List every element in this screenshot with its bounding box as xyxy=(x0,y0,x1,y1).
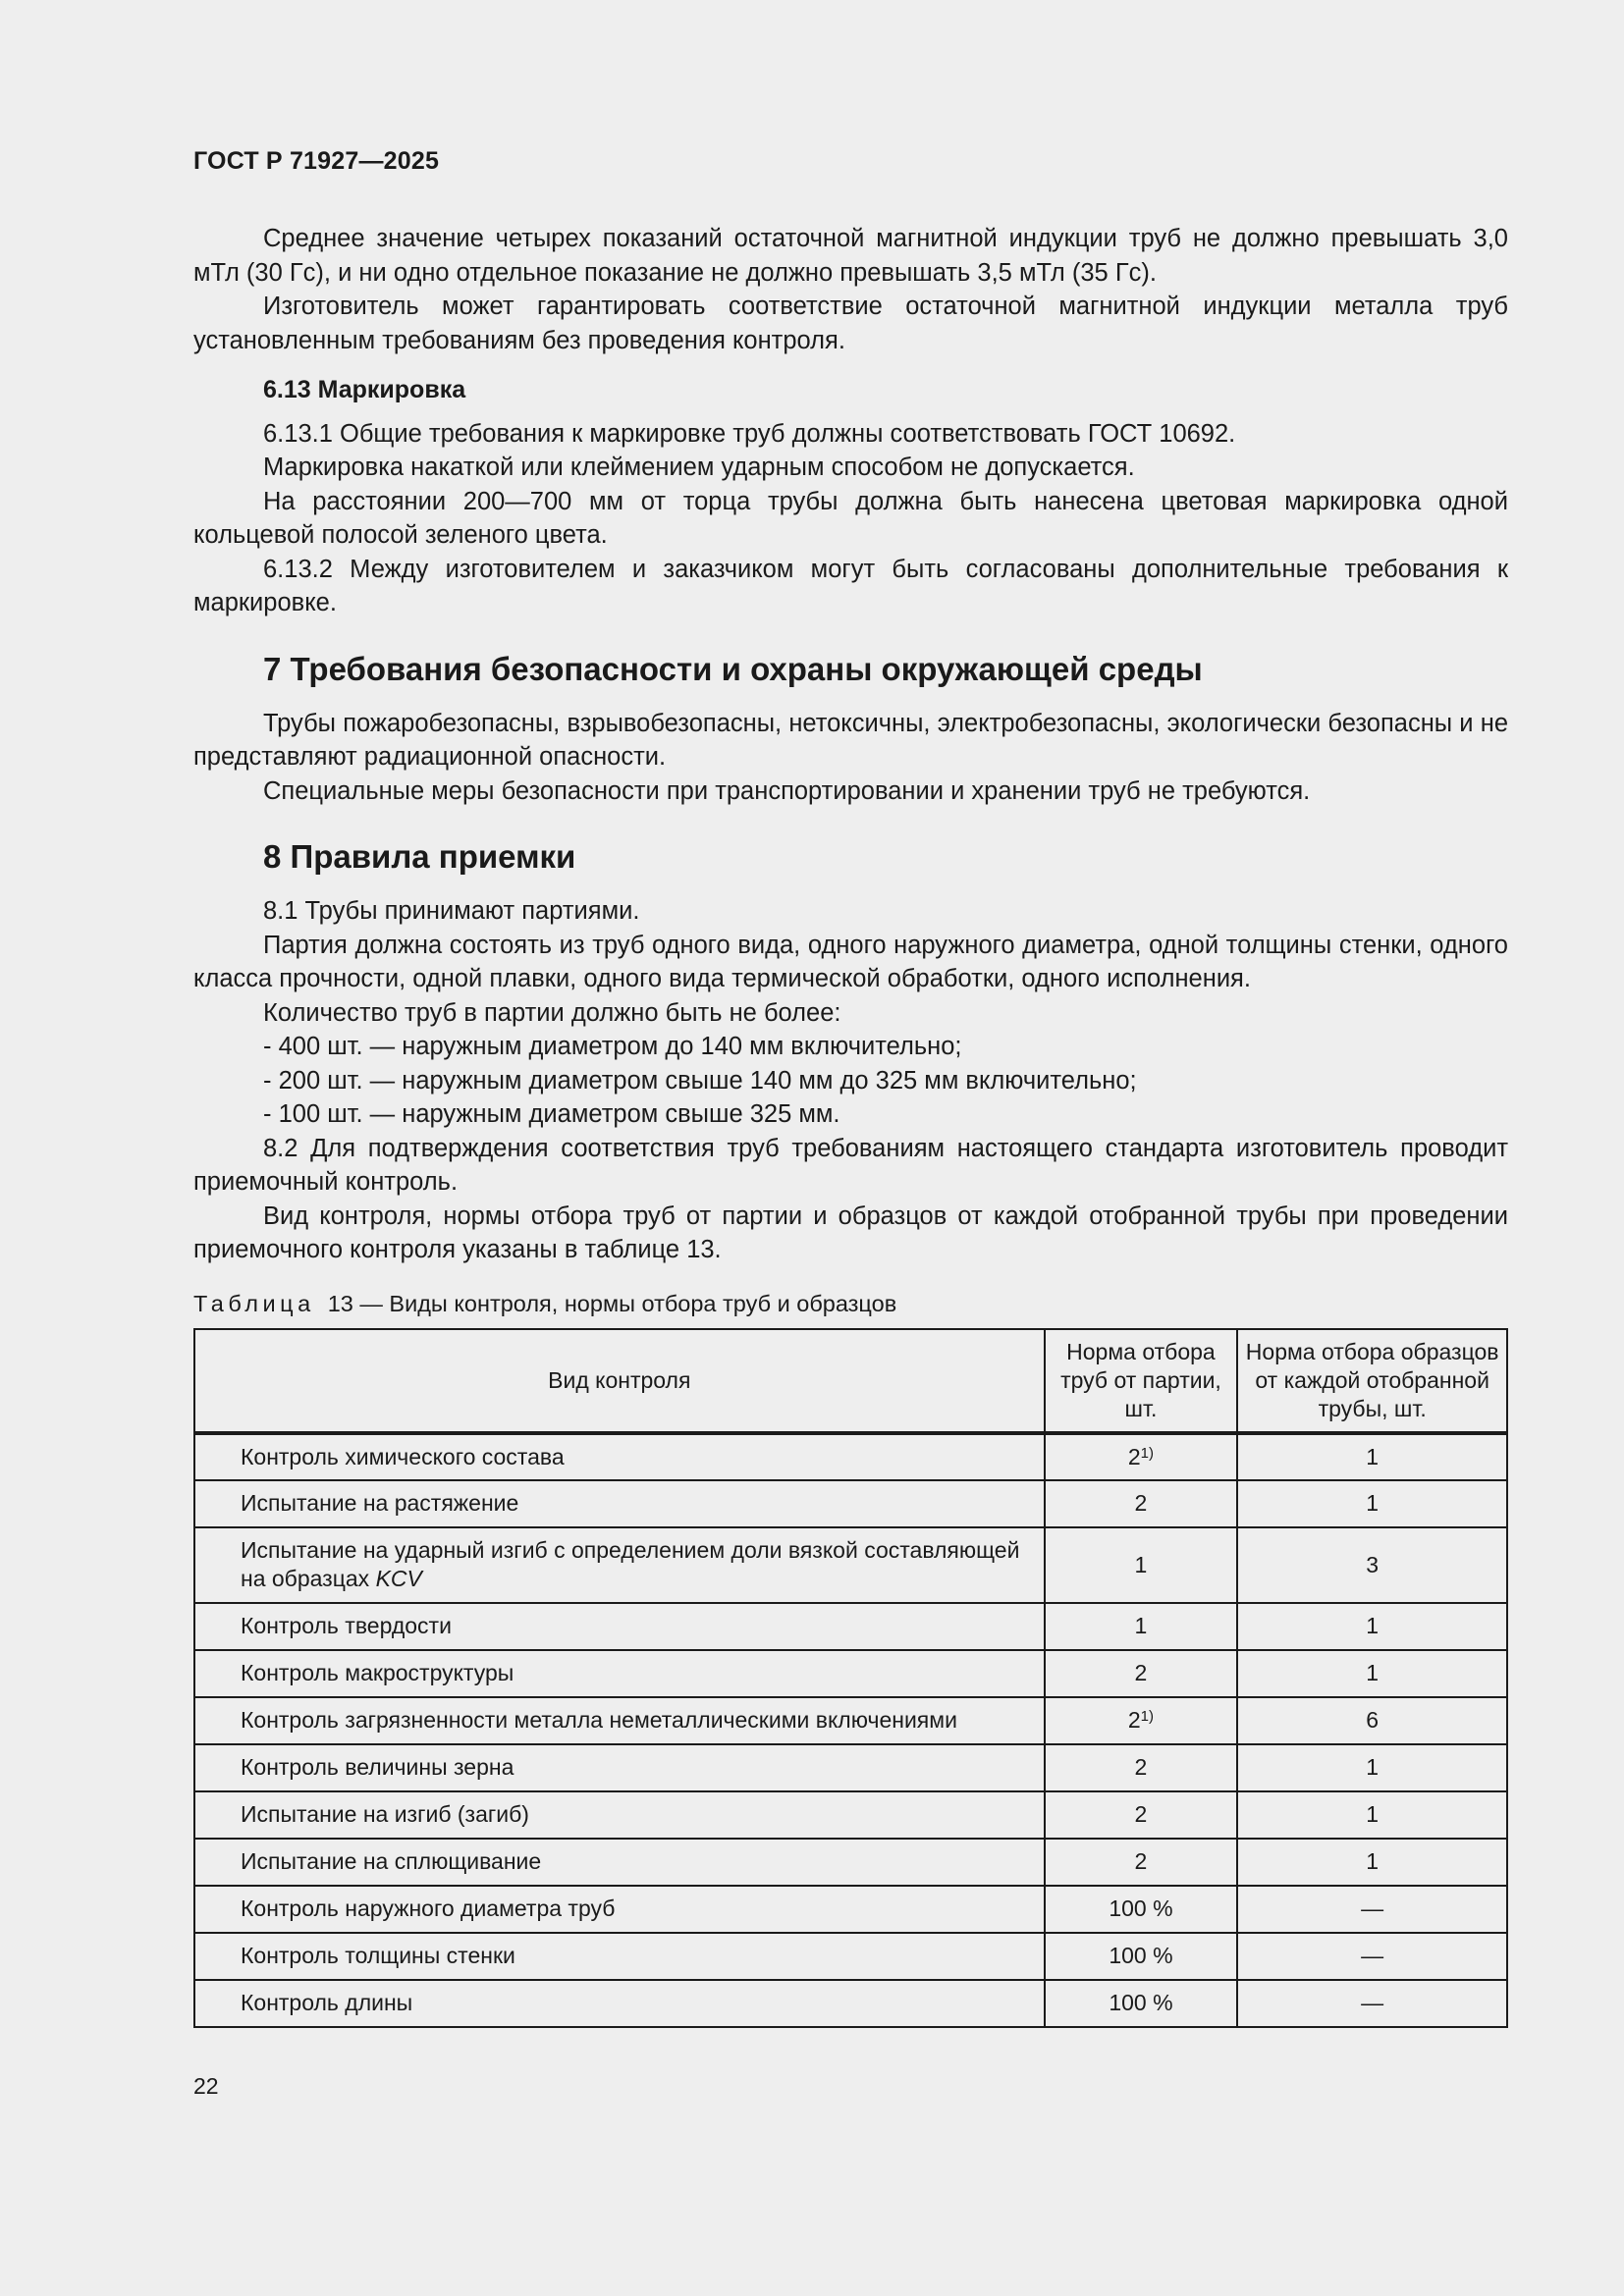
cell-samples-per-pipe: 1 xyxy=(1237,1791,1507,1839)
cell-control-type xyxy=(194,1433,1045,1480)
section-heading-7: 7 Требования безопасности и охраны окружающей среды xyxy=(263,650,1203,687)
cell-pipes-value: 2 xyxy=(1134,1754,1148,1780)
paragraph: Трубы пожаробезопасны, взрывобезопасны, нетоксичны, электробезопасны, экологически безопасны и не представляют радиационной опасности. xyxy=(193,709,1508,771)
document-header: ГОСТ Р 71927—2025 xyxy=(193,147,440,175)
list-item: - 200 шт. — наружным диаметром свыше 140 мм до 325 мм включительно; xyxy=(263,1066,1137,1095)
paragraph: 6.13.2 Между изготовителем и заказчиком могут быть согласованы дополнительные требования к маркировке. xyxy=(193,555,1508,616)
cell-samples-per-pipe: 1 xyxy=(1237,1480,1507,1527)
table-row xyxy=(194,1650,1507,1697)
cell-samples-per-pipe: 1 xyxy=(1237,1839,1507,1886)
cell-pipes-value: 2 xyxy=(1134,1490,1148,1516)
cell-pipes-per-batch xyxy=(1045,1791,1238,1839)
cell-pipes-value: 1 xyxy=(1134,1551,1148,1577)
table-caption-label: Таблица xyxy=(193,1290,315,1316)
cell-control-type xyxy=(194,1980,1045,2027)
paragraph: Вид контроля, нормы отбора труб от партии и образцов от каждой отобранной трубы при проведении приемочного контроля указаны в таблице 13. xyxy=(193,1201,1508,1263)
cell-pipes-per-batch xyxy=(1045,1480,1238,1527)
page-number: 22 xyxy=(193,2073,219,2099)
cell-samples-per-pipe: 1 xyxy=(1237,1433,1507,1480)
cell-pipes-value: 2 xyxy=(1127,1443,1141,1469)
paragraph: Партия должна состоять из труб одного вида, одного наружного диаметра, одной толщины стенки, одного класса прочности, одной плавки, одного вида термической обработки, одного исполнения. xyxy=(193,931,1508,992)
list-item: - 100 шт. — наружным диаметром свыше 325 мм. xyxy=(263,1100,840,1128)
paragraph: Среднее значение четырех показаний остаточной магнитной индукции труб не должно превышать 3,0 мТл (30 Гс), и ни одно отдельное показание не должно превышать 3,5 мТл (35 Гс). xyxy=(193,225,1508,287)
cell-control-type xyxy=(194,1527,1045,1603)
table-row xyxy=(194,1603,1507,1650)
cell-pipes-per-batch xyxy=(1045,1603,1238,1650)
cell-samples-per-pipe: 6 xyxy=(1237,1697,1507,1744)
cell-pipes-value: 100 % xyxy=(1109,1896,1173,1921)
cell-control-type-text: Контроль наружного диаметра труб xyxy=(241,1896,616,1921)
cell-samples-per-pipe: — xyxy=(1237,1980,1507,2027)
cell-pipes-per-batch xyxy=(1045,1527,1238,1603)
cell-control-type-text: Контроль величины зерна xyxy=(241,1754,514,1780)
table-caption-text: 13 — Виды контроля, нормы отбора труб и образцов xyxy=(327,1290,897,1316)
cell-pipes-value: 1 xyxy=(1134,1613,1148,1638)
cell-control-type xyxy=(194,1839,1045,1886)
cell-pipes-per-batch xyxy=(1045,1697,1238,1744)
cell-control-type xyxy=(194,1791,1045,1839)
table-row xyxy=(194,1980,1507,2027)
cell-control-type xyxy=(194,1650,1045,1697)
cell-pipes-per-batch xyxy=(1045,1650,1238,1697)
paragraph: Количество труб в партии должно быть не более: xyxy=(263,998,841,1027)
cell-samples-per-pipe: — xyxy=(1237,1886,1507,1933)
cell-control-type-text: Испытание на ударный изгиб с определением доли вязкой составляющей на образцах xyxy=(241,1537,1020,1591)
table-row xyxy=(194,1527,1507,1603)
cell-pipes-value: 2 xyxy=(1134,1660,1148,1685)
cell-control-type-text: Контроль макроструктуры xyxy=(241,1660,514,1685)
table-header-row xyxy=(194,1329,1507,1433)
cell-pipes-per-batch xyxy=(1045,1886,1238,1933)
table-row xyxy=(194,1839,1507,1886)
cell-pipes-per-batch xyxy=(1045,1980,1238,2027)
table-row xyxy=(194,1433,1507,1480)
cell-control-type-text: Контроль толщины стенки xyxy=(241,1943,515,1968)
cell-samples-per-pipe: 1 xyxy=(1237,1603,1507,1650)
cell-control-type-text: Контроль твердости xyxy=(241,1613,452,1638)
cell-pipes-value: 2 xyxy=(1134,1848,1148,1874)
table-row xyxy=(194,1697,1507,1744)
cell-control-type xyxy=(194,1480,1045,1527)
section-heading-8: 8 Правила приемки xyxy=(263,838,576,875)
list-item: - 400 шт. — наружным диаметром до 140 мм включительно; xyxy=(263,1033,962,1060)
table-row xyxy=(194,1886,1507,1933)
table-caption xyxy=(193,1289,1508,1318)
subsection-heading-6-13: 6.13 Маркировка xyxy=(263,376,466,403)
table-row xyxy=(194,1744,1507,1791)
paragraph: На расстоянии 200—700 мм от торца трубы должна быть нанесена цветовая маркировка одной кольцевой полосой зеленого цвета. xyxy=(193,487,1508,549)
column-header-samples-per-pipe: Норма отбора образцов от каждой отобранной трубы, шт. xyxy=(1237,1329,1507,1433)
cell-samples-per-pipe: — xyxy=(1237,1933,1507,1980)
cell-control-type-text: Контроль химического состава xyxy=(241,1443,565,1469)
cell-control-type-text: Контроль длины xyxy=(241,1990,413,2015)
table-13 xyxy=(193,1328,1508,2028)
table-row xyxy=(194,1791,1507,1839)
paragraph: 6.13.1 Общие требования к маркировке труб должны соответствовать ГОСТ 10692. xyxy=(263,419,1236,448)
column-header-pipes-per-batch: Норма отбора труб от партии, шт. xyxy=(1045,1329,1238,1433)
cell-samples-per-pipe: 3 xyxy=(1237,1527,1507,1603)
paragraph: 8.1 Трубы принимают партиями. xyxy=(263,897,640,925)
document-body xyxy=(193,222,1508,2028)
footnote-marker: 1) xyxy=(1140,1708,1155,1725)
paragraph: Специальные меры безопасности при транспортировании и хранении труб не требуются. xyxy=(263,776,1311,805)
cell-control-type-text: Испытание на растяжение xyxy=(241,1490,519,1516)
cell-pipes-value: 2 xyxy=(1127,1707,1141,1733)
cell-pipes-value: 100 % xyxy=(1109,1943,1173,1968)
column-header-control-type: Вид контроля xyxy=(194,1329,1045,1433)
cell-control-type xyxy=(194,1603,1045,1650)
cell-samples-per-pipe: 1 xyxy=(1237,1744,1507,1791)
cell-pipes-value: 100 % xyxy=(1109,1990,1173,2015)
cell-control-type-text: Испытание на сплющивание xyxy=(241,1848,542,1874)
table-row xyxy=(194,1933,1507,1980)
cell-pipes-value: 2 xyxy=(1134,1801,1148,1827)
table-row xyxy=(194,1480,1507,1527)
cell-control-type xyxy=(194,1933,1045,1980)
paragraph: 8.2 Для подтверждения соответствия труб требованиям настоящего стандарта изготовитель проводит приемочный контроль. xyxy=(193,1134,1508,1196)
cell-control-type-text: Испытание на изгиб (загиб) xyxy=(241,1801,529,1827)
cell-control-type xyxy=(194,1697,1045,1744)
footnote-marker: 1) xyxy=(1140,1444,1155,1462)
cell-pipes-per-batch xyxy=(1045,1744,1238,1791)
cell-samples-per-pipe: 1 xyxy=(1237,1650,1507,1697)
cell-pipes-per-batch xyxy=(1045,1433,1238,1480)
paragraph: Маркировка накаткой или клеймением ударным способом не допускается. xyxy=(263,454,1135,481)
cell-control-type-italic: KCV xyxy=(375,1566,422,1591)
cell-pipes-per-batch xyxy=(1045,1839,1238,1886)
paragraph: Изготовитель может гарантировать соответствие остаточной магнитной индукции металла труб установленным требованиям без проведения контроля. xyxy=(193,293,1508,354)
cell-control-type xyxy=(194,1886,1045,1933)
cell-control-type-text: Контроль загрязненности металла неметаллическими включениями xyxy=(241,1707,957,1733)
cell-pipes-per-batch xyxy=(1045,1933,1238,1980)
cell-control-type xyxy=(194,1744,1045,1791)
